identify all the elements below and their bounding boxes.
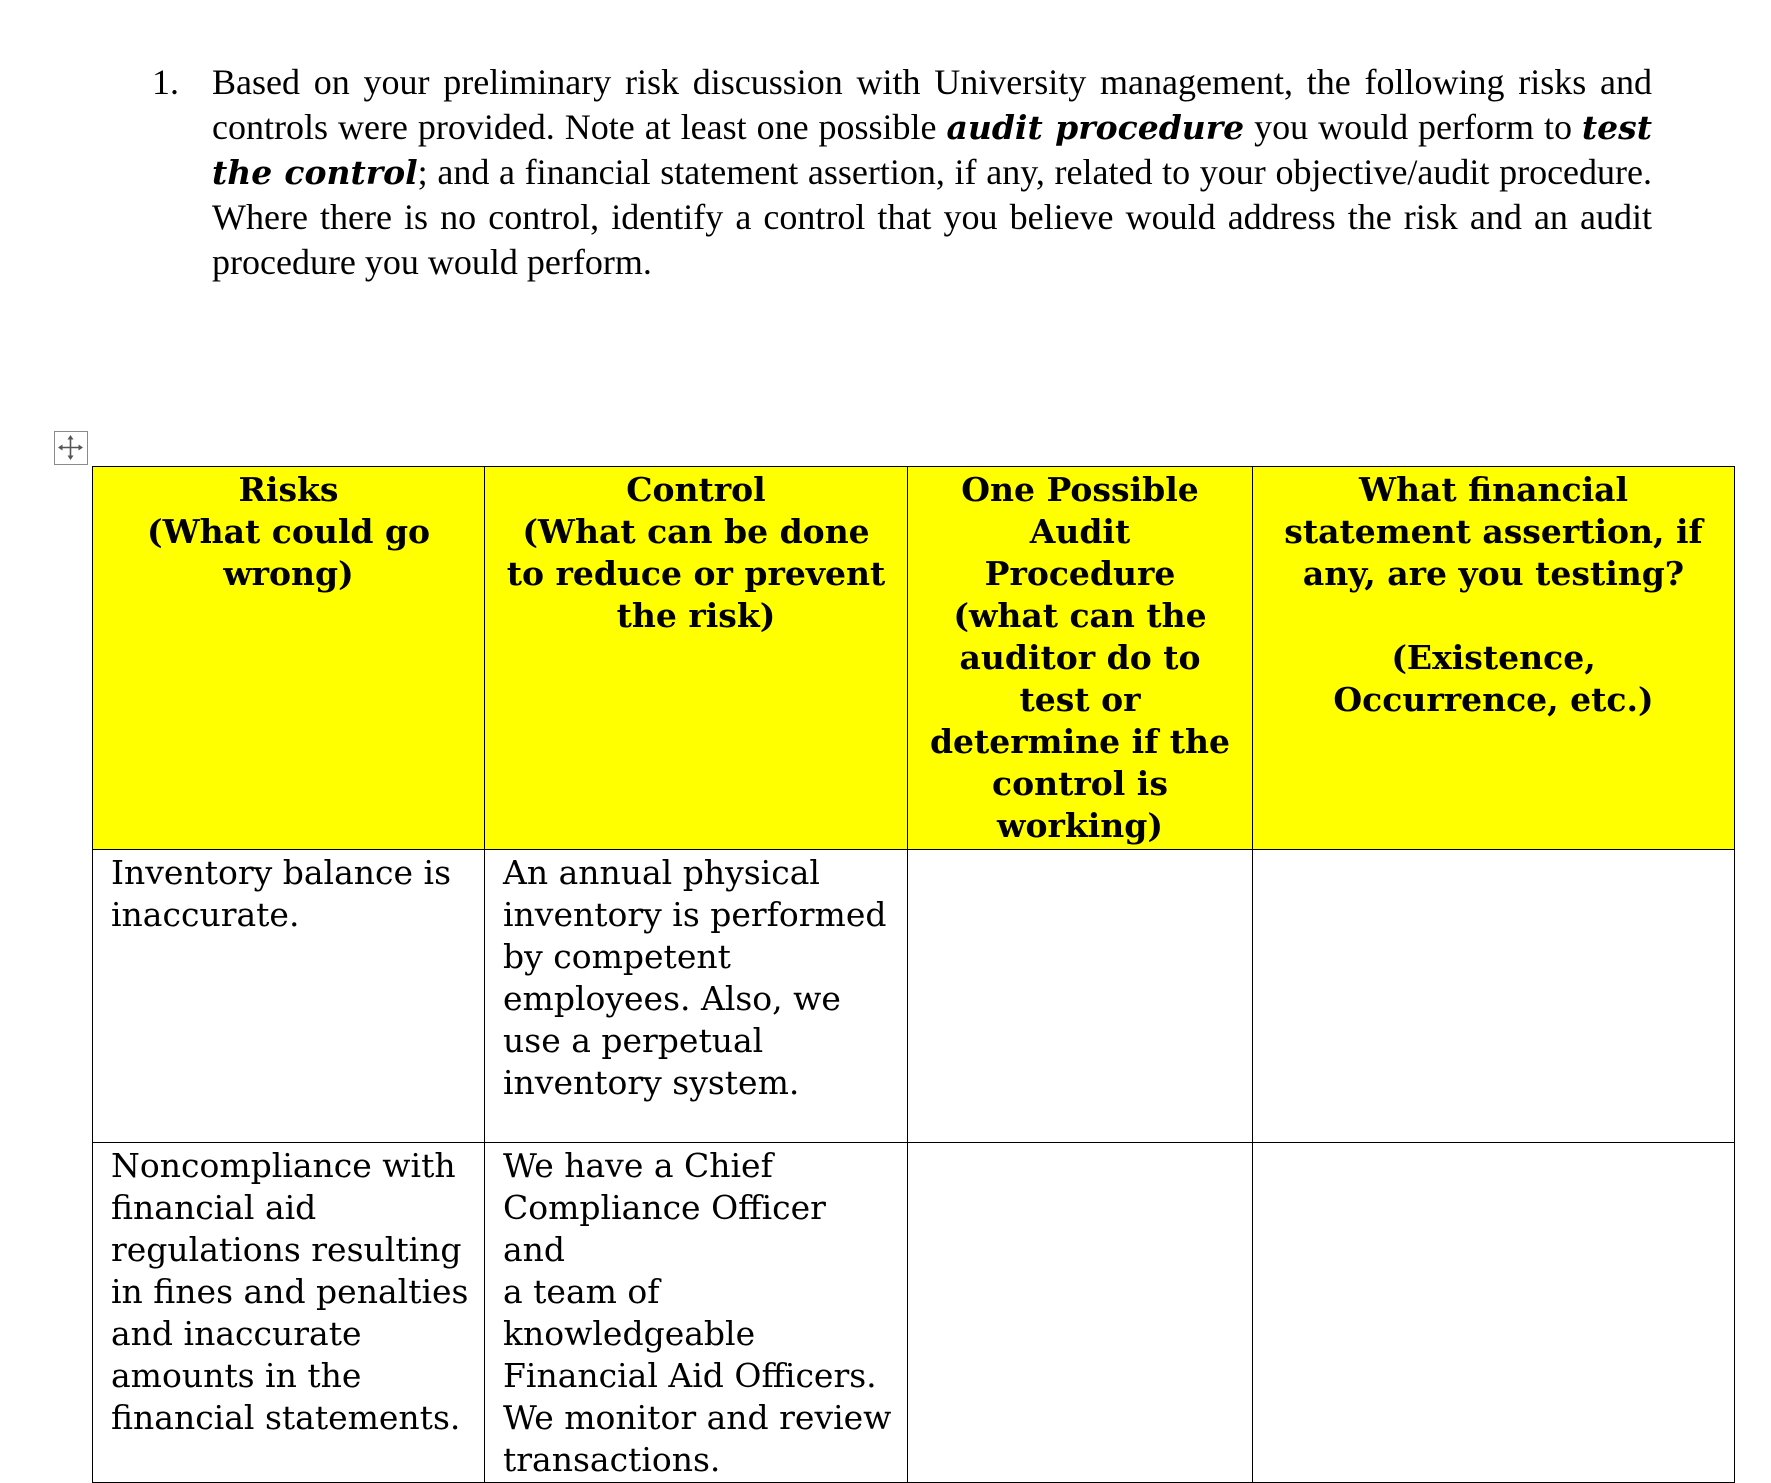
cell-line: employees. Also, we — [503, 979, 841, 1018]
instruction-part1: Based on your preliminary risk discussion with University management, the following risks and controls were provided. Note at least one possible — [212, 62, 1652, 147]
cell-line: financial aid — [111, 1188, 317, 1227]
header-line: test or — [1019, 680, 1141, 719]
cell-line: knowledgeable — [503, 1314, 756, 1353]
instruction-paragraph — [152, 60, 1652, 285]
emphasis-audit-procedure: audit procedure — [946, 108, 1245, 147]
cell-assertion[interactable] — [1253, 1143, 1735, 1483]
header-line: auditor do to — [959, 638, 1201, 677]
cell-line: Financial Aid Officers. — [503, 1356, 877, 1395]
header-line: Occurrence, etc.) — [1333, 680, 1654, 719]
header-line: Control — [626, 470, 766, 509]
cell-line: inventory system. — [503, 1063, 800, 1102]
cell-control[interactable] — [485, 1143, 908, 1483]
cell-risk[interactable] — [93, 850, 485, 1143]
header-line: statement assertion, if — [1284, 512, 1703, 551]
header-line: control is — [992, 764, 1168, 803]
cell-line: transactions. — [503, 1440, 721, 1479]
cell-line: in fines and penalties — [111, 1272, 469, 1311]
instruction-text — [212, 60, 1652, 285]
table-row — [93, 850, 1735, 1143]
header-line: One Possible — [961, 470, 1199, 509]
cell-line: amounts in the — [111, 1356, 362, 1395]
header-line: determine if the — [929, 722, 1231, 761]
header-line: (Existence, — [1391, 638, 1596, 677]
cell-line: regulations resulting — [111, 1230, 462, 1269]
cell-assertion[interactable] — [1253, 850, 1735, 1143]
header-line: Risks — [238, 470, 339, 509]
instruction-part2: you would perform to — [1244, 107, 1582, 147]
header-audit-procedure — [908, 467, 1253, 850]
header-line: any, are you testing? — [1302, 554, 1685, 593]
risk-control-table — [92, 466, 1735, 1483]
cell-audit-procedure[interactable] — [908, 1143, 1253, 1483]
header-line: (what can the — [953, 596, 1207, 635]
cell-line: a team of — [503, 1272, 660, 1311]
header-line: (What could go — [146, 512, 431, 551]
cell-line: Noncompliance with — [111, 1146, 456, 1185]
list-number: 1. — [152, 62, 179, 102]
header-line: What financial — [1358, 470, 1629, 509]
header-risks — [93, 467, 485, 850]
cell-line: An annual physical — [503, 853, 820, 892]
header-line: (What can be done — [522, 512, 870, 551]
header-line: wrong) — [223, 554, 354, 593]
table-move-handle-icon[interactable] — [54, 431, 88, 465]
header-line: the risk) — [616, 596, 776, 635]
cell-line: and inaccurate — [111, 1314, 362, 1353]
cell-line: Compliance Officer and — [503, 1188, 826, 1269]
header-spacer — [1263, 595, 1724, 637]
cell-line: by competent — [503, 937, 731, 976]
header-line: Audit — [1029, 512, 1131, 551]
header-line: Procedure — [984, 554, 1176, 593]
header-line: to reduce or prevent — [506, 554, 886, 593]
cell-line: Inventory balance is — [111, 853, 452, 892]
cell-line: use a perpetual — [503, 1021, 764, 1060]
cell-line: inaccurate. — [111, 895, 300, 934]
table-row — [93, 1143, 1735, 1483]
header-line: working) — [997, 806, 1163, 845]
header-control — [485, 467, 908, 850]
instruction-part3: ; and a financial statement assertion, if any, related to your objective/audit procedure. Where there is no control, identify a control that you believe would address the risk and an audit procedure you would perform. — [212, 152, 1652, 282]
emphasis-test-the-control: test the control — [212, 108, 1652, 192]
cell-risk[interactable] — [93, 1143, 485, 1483]
cell-line: inventory is performed — [503, 895, 887, 934]
cell-line: financial statements. — [111, 1398, 461, 1437]
cell-line: We have a Chief — [503, 1146, 773, 1185]
header-assertion — [1253, 467, 1735, 850]
cell-control[interactable] — [485, 850, 908, 1143]
table-header-row — [93, 467, 1735, 850]
cell-line: We monitor and review — [503, 1398, 892, 1437]
cell-audit-procedure[interactable] — [908, 850, 1253, 1143]
